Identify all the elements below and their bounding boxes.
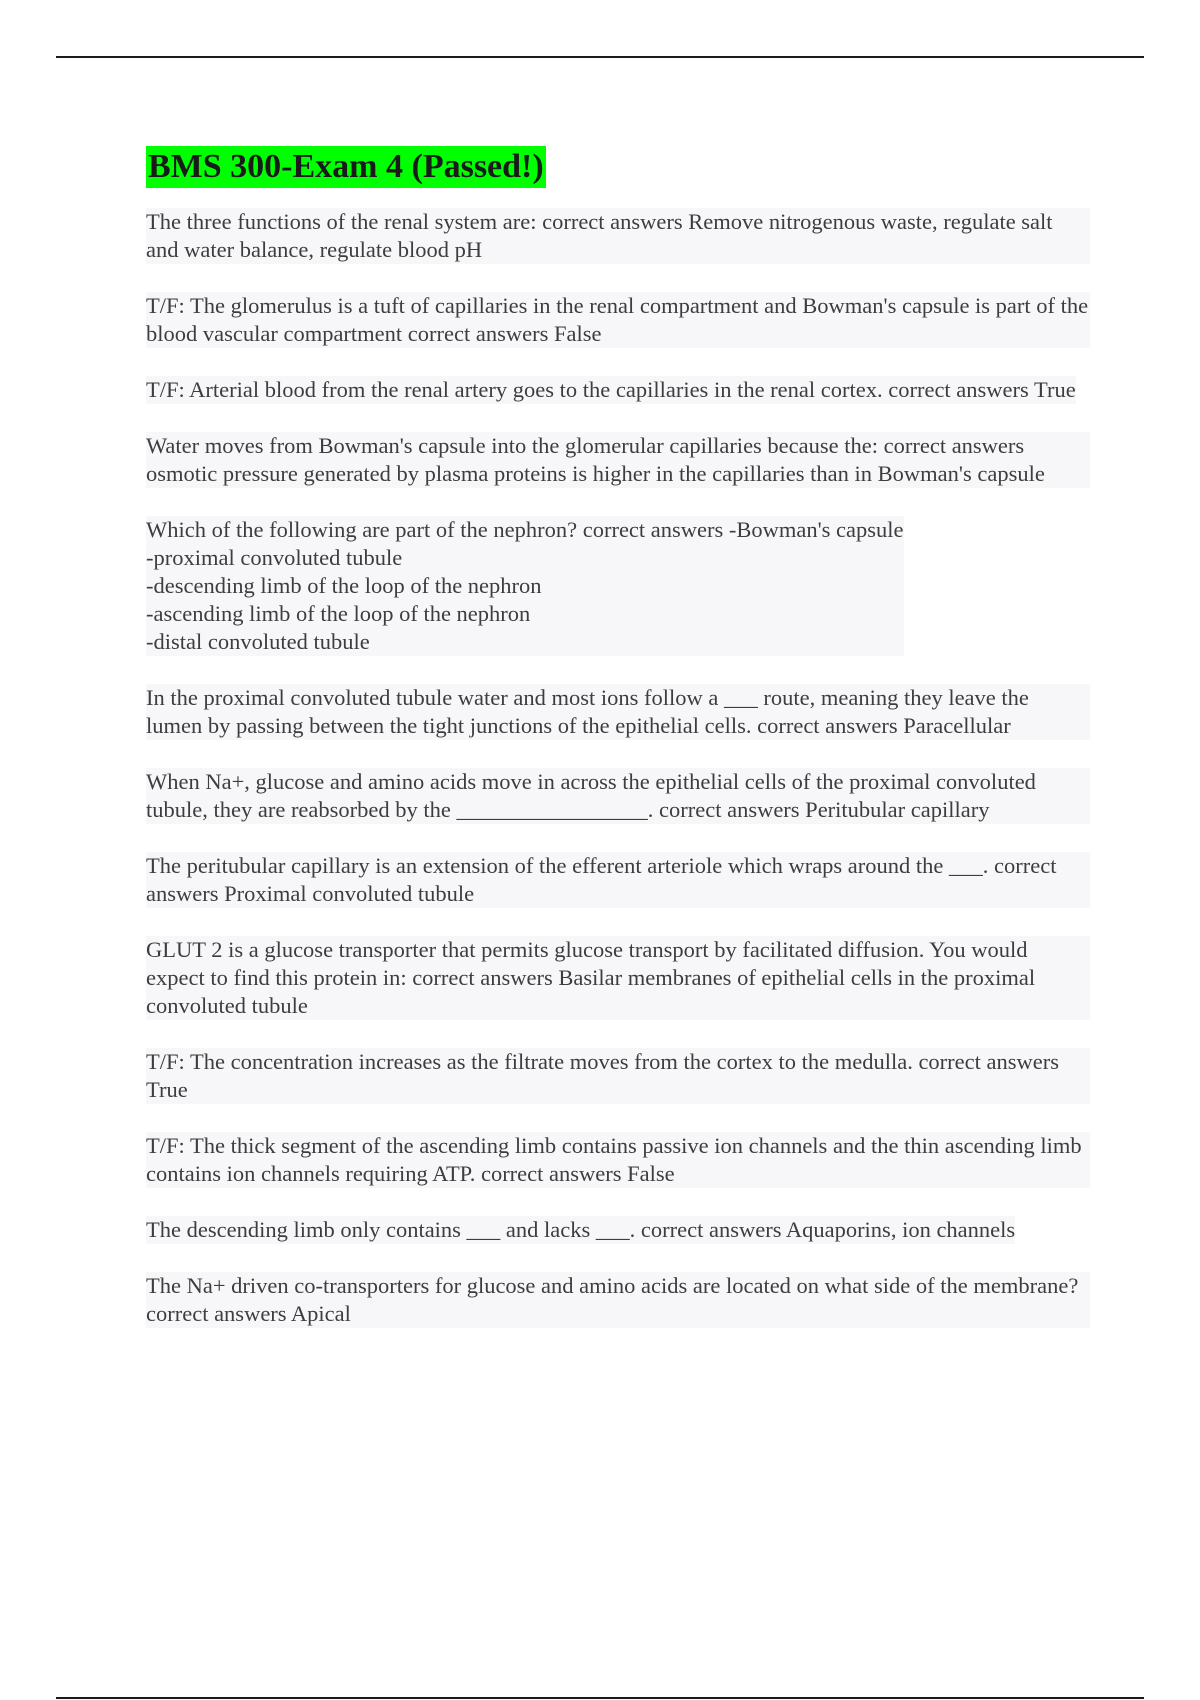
qa-item-7: When Na+, glucose and amino acids move in across the epithelial cells of the proximal convoluted tubule, they are reabsorbed by the _________________. correct answers Peritubular capillary	[146, 768, 1090, 824]
document-body	[146, 146, 1094, 1356]
qa-item-9: GLUT 2 is a glucose transporter that permits glucose transport by facilitated diffusion. You would expect to find this protein in: correct answers Basilar membranes of epithelial cells in the proximal convoluted tubule	[146, 936, 1090, 1020]
qa-item-4: Water moves from Bowman's capsule into the glomerular capillaries because the: correct answers osmotic pressure generated by plasma proteins is higher in the capillaries than in Bowman's capsule	[146, 432, 1090, 488]
qa-item-1: The three functions of the renal system are: correct answers Remove nitrogenous waste, regulate salt and water balance, regulate blood pH	[146, 208, 1090, 264]
qa-item-10: T/F: The concentration increases as the filtrate moves from the cortex to the medulla. correct answers True	[146, 1048, 1090, 1104]
qa-item-3: T/F: Arterial blood from the renal artery goes to the capillaries in the renal cortex. correct answers True	[146, 377, 1076, 402]
qa-item-13: The Na+ driven co-transporters for glucose and amino acids are located on what side of the membrane? correct answers Apical	[146, 1272, 1090, 1328]
qa-item-12: The descending limb only contains ___ and lacks ___. correct answers Aquaporins, ion channels	[146, 1217, 1016, 1242]
qa-item-2: T/F: The glomerulus is a tuft of capillaries in the renal compartment and Bowman's capsule is part of the blood vascular compartment correct answers False	[146, 293, 1094, 346]
top-rule	[56, 56, 1144, 58]
qa-item-11: T/F: The thick segment of the ascending limb contains passive ion channels and the thin ascending limb contains ion channels requiring ATP. correct answers False	[146, 1132, 1090, 1188]
bottom-rule	[56, 1697, 1144, 1699]
qa-item-5: Which of the following are part of the nephron? correct answers -Bowman's capsule -proximal convoluted tubule -descending limb of the loop of the nephron -ascending limb of the loop of the nephron -distal convoluted tubule	[146, 517, 904, 654]
qa-item-6: In the proximal convoluted tubule water and most ions follow a ___ route, meaning they leave the lumen by passing between the tight junctions of the epithelial cells. correct answers Paracellular	[146, 684, 1090, 740]
document-title: BMS 300-Exam 4 (Passed!)	[146, 146, 546, 188]
qa-item-8: The peritubular capillary is an extension of the efferent arteriole which wraps around the ___. correct answers Proximal convoluted tubule	[146, 852, 1090, 908]
